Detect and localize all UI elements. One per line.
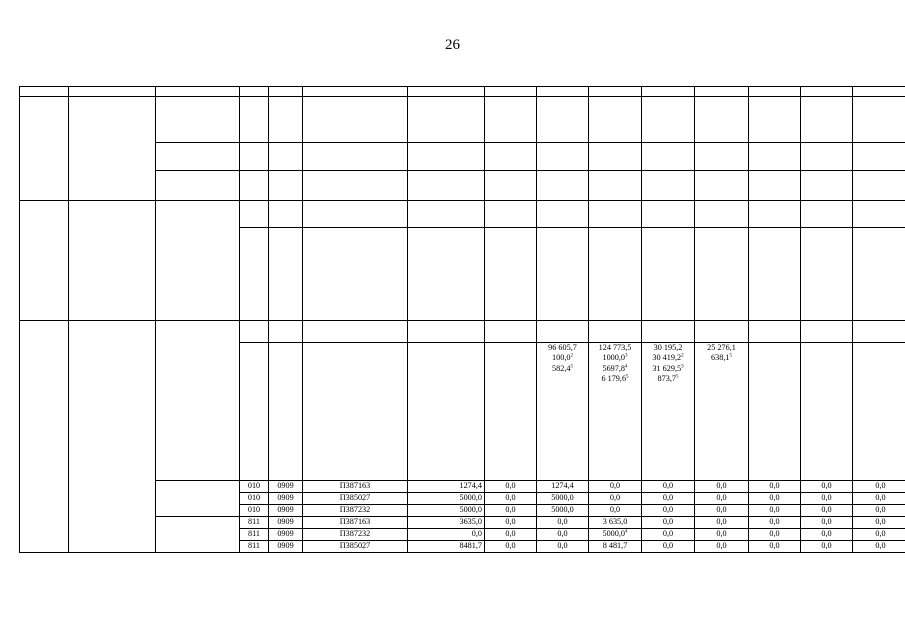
value: 811 (248, 541, 260, 550)
cell-col-5 (269, 481, 303, 493)
cell-col-15 (853, 493, 905, 505)
footnote-mark: 5 (675, 374, 679, 380)
value: 0909 (277, 505, 294, 514)
cell-col-9 (537, 505, 589, 517)
cell-col-10 (589, 493, 642, 505)
cell-col-10 (589, 97, 642, 143)
value: П385027 (339, 541, 371, 550)
footnote-mark: 3 (625, 353, 628, 359)
header-col-8 (485, 87, 537, 97)
cell-col-13 (749, 143, 801, 171)
cell-col-10 (589, 228, 642, 321)
cell-col-11 (642, 481, 695, 493)
value: 5000,0 (459, 493, 482, 502)
cell-col-8 (485, 529, 537, 541)
value: 0,0 (875, 505, 886, 514)
cell-col-8 (485, 201, 537, 228)
cell-col-12 (695, 541, 749, 553)
value: 0,0 (875, 481, 886, 490)
cell-col-14 (801, 228, 853, 321)
cell-col-4 (240, 517, 269, 529)
cell-col-9 (537, 321, 589, 343)
block-a-name (69, 97, 156, 201)
cell-col-12 (695, 321, 749, 343)
cell-col-12 (695, 143, 749, 171)
value: П387163 (339, 517, 371, 526)
value-line (539, 364, 586, 374)
value: 010 (247, 505, 261, 514)
header-col-1 (20, 87, 69, 97)
cell-col-7 (408, 97, 485, 143)
cell-col-15 (853, 343, 905, 481)
value: 0,0 (769, 481, 780, 490)
cell-col-12 (695, 517, 749, 529)
page-number: 26 (445, 37, 460, 53)
cell-col-12 (695, 481, 749, 493)
cell-col-6 (303, 321, 408, 343)
cell-col-13 (749, 541, 801, 553)
value: 0,0 (769, 493, 780, 502)
cell-col-8 (485, 505, 537, 517)
cell-col-9 (537, 171, 589, 201)
header-col-13 (749, 87, 801, 97)
value: П387163 (339, 481, 371, 490)
value: 0,0 (505, 541, 516, 550)
cell-col-12 (695, 343, 749, 481)
cell-col-14 (801, 321, 853, 343)
footnote-mark: 4 (625, 363, 628, 369)
cell-col-6 (303, 493, 408, 505)
cell-col-15 (853, 201, 905, 228)
cell-col-12 (695, 493, 749, 505)
value: 0,0 (821, 517, 832, 526)
org-cell (156, 201, 240, 321)
value: 5000,0 (459, 505, 482, 514)
cell-col-11 (642, 529, 695, 541)
value: 0,0 (557, 517, 568, 526)
value: 0,0 (557, 541, 568, 550)
cell-col-8 (485, 343, 537, 481)
value: 0909 (277, 517, 294, 526)
footnote-mark: 4 (625, 529, 628, 535)
cell-col-4 (240, 505, 269, 517)
cell-col-11 (642, 171, 695, 201)
cell-col-5 (269, 143, 303, 171)
value: 0,0 (716, 529, 727, 538)
cell-col-7 (408, 529, 485, 541)
value: 010 (247, 493, 261, 502)
header-col-3 (156, 87, 240, 97)
cell-col-6 (303, 517, 408, 529)
cell-col-11 (642, 493, 695, 505)
footnote-mark: 2 (570, 353, 573, 359)
value-line (644, 374, 692, 384)
cell-col-7 (408, 517, 485, 529)
value: 0,0 (716, 517, 727, 526)
cell-col-10 (589, 143, 642, 171)
header-col-9 (537, 87, 589, 97)
block-c-name (69, 321, 156, 553)
value: П387232 (339, 529, 371, 538)
value: 0,0 (821, 541, 832, 550)
cell-col-6 (303, 171, 408, 201)
value: 0,0 (821, 481, 832, 490)
value: 0,0 (471, 529, 482, 538)
cell-col-6 (303, 343, 408, 481)
header-col-5 (269, 87, 303, 97)
value: 0,0 (875, 517, 886, 526)
cell-col-6 (303, 97, 408, 143)
value: 638,1 (711, 353, 730, 363)
org-cell (156, 517, 240, 553)
value-line (591, 374, 639, 384)
cell-col-13 (749, 493, 801, 505)
value: 0,0 (769, 529, 780, 538)
cell-col-5 (269, 97, 303, 143)
footnote-mark: 3 (681, 363, 684, 369)
cell-col-8 (485, 171, 537, 201)
value: 0,0 (662, 517, 674, 526)
value: 0909 (277, 481, 294, 490)
org-cell (156, 97, 240, 143)
cell-col-5 (269, 201, 303, 228)
value: 5697,8 (602, 363, 625, 373)
header-col-14 (801, 87, 853, 97)
cell-col-13 (749, 321, 801, 343)
cell-col-4 (240, 201, 269, 228)
cell-col-6 (303, 505, 408, 517)
cell-col-8 (485, 228, 537, 321)
cell-col-6 (303, 201, 408, 228)
cell-col-9 (537, 201, 589, 228)
cell-col-10 (589, 541, 642, 553)
value: 6 179,6 (601, 373, 627, 383)
value: 0,0 (716, 505, 727, 514)
cell-col-10 (589, 481, 642, 493)
cell-col-4 (240, 481, 269, 493)
cell-col-12 (695, 97, 749, 143)
header-col-2 (69, 87, 156, 97)
value: 0,0 (662, 529, 674, 538)
value-line (697, 353, 746, 363)
block-a-label (20, 97, 69, 201)
cell-col-13 (749, 481, 801, 493)
value: П385027 (339, 493, 371, 502)
cell-col-12 (695, 228, 749, 321)
cell-col-4 (240, 321, 269, 343)
cell-col-13 (749, 171, 801, 201)
cell-col-11 (642, 201, 695, 228)
value: 0,0 (609, 493, 621, 502)
cell-col-11 (642, 143, 695, 171)
cell-col-6 (303, 143, 408, 171)
cell-col-10 (589, 517, 642, 529)
cell-col-10 (589, 505, 642, 517)
value: 0,0 (769, 505, 780, 514)
cell-col-15 (853, 143, 905, 171)
value: 8481,7 (459, 541, 482, 550)
cell-col-14 (801, 97, 853, 143)
budget-table (19, 86, 905, 553)
cell-col-10 (589, 321, 642, 343)
cell-col-7 (408, 321, 485, 343)
value: 8 481,7 (602, 541, 628, 550)
header-col-4 (240, 87, 269, 97)
cell-col-8 (485, 143, 537, 171)
cell-col-7 (408, 505, 485, 517)
value: 3635,0 (459, 517, 482, 526)
footnote-mark: 5 (570, 363, 573, 369)
value: 1274,4 (551, 481, 574, 490)
block-b-name (69, 201, 156, 321)
value: 124 773,5 (598, 343, 632, 352)
value: 0,0 (821, 493, 832, 502)
cell-col-9 (537, 481, 589, 493)
footnote-mark: 5 (626, 374, 629, 380)
value: 0,0 (716, 493, 727, 502)
cell-col-13 (749, 201, 801, 228)
value: 811 (248, 529, 260, 538)
value-line (644, 353, 692, 363)
header-col-10 (589, 87, 642, 97)
org-cell (156, 143, 240, 171)
value: 5000,0 (602, 529, 625, 538)
value: 0,0 (609, 481, 621, 490)
cell-col-9 (537, 493, 589, 505)
cell-col-12 (695, 529, 749, 541)
table-row (20, 321, 905, 343)
cell-col-7 (408, 493, 485, 505)
footnote-mark: 2 (681, 353, 684, 359)
cell-col-8 (485, 481, 537, 493)
cell-col-9 (537, 541, 589, 553)
value: 25 276,1 (707, 343, 736, 352)
value: 0,0 (769, 541, 780, 550)
header-col-7 (408, 87, 485, 97)
cell-col-6 (303, 541, 408, 553)
cell-col-11 (642, 505, 695, 517)
cell-col-9 (537, 529, 589, 541)
org-cell (156, 481, 240, 517)
value: 811 (248, 517, 260, 526)
value: 30 419,2 (652, 353, 682, 363)
cell-col-8 (485, 517, 537, 529)
cell-col-14 (801, 541, 853, 553)
cell-col-9 (537, 228, 589, 321)
value: 31 629,5 (652, 363, 682, 373)
cell-col-14 (801, 143, 853, 171)
value: 0,0 (505, 505, 516, 514)
cell-col-7 (408, 343, 485, 481)
cell-col-10 (589, 171, 642, 201)
cell-col-15 (853, 171, 905, 201)
value: 582,4 (552, 363, 571, 373)
value-line (644, 364, 692, 374)
cell-col-15 (853, 228, 905, 321)
cell-col-14 (801, 171, 853, 201)
cell-col-13 (749, 517, 801, 529)
cell-col-4 (240, 493, 269, 505)
value: 30 195,2 (653, 343, 683, 352)
cell-col-4 (240, 97, 269, 143)
value: 1000,0 (602, 353, 625, 363)
value: 0,0 (505, 493, 516, 502)
cell-col-13 (749, 97, 801, 143)
cell-col-13 (749, 343, 801, 481)
cell-col-7 (408, 201, 485, 228)
value: 0,0 (821, 505, 832, 514)
cell-col-5 (269, 343, 303, 481)
cell-col-12 (695, 201, 749, 228)
value: 100,0 (552, 353, 571, 363)
cell-col-10 (589, 529, 642, 541)
value: 010 (247, 481, 261, 490)
cell-col-10 (589, 201, 642, 228)
cell-col-15 (853, 481, 905, 493)
cell-col-14 (801, 517, 853, 529)
value: 0909 (277, 493, 294, 502)
cell-col-14 (801, 481, 853, 493)
value-line (644, 343, 692, 353)
cell-col-6 (303, 529, 408, 541)
value: 0,0 (875, 541, 886, 550)
cell-col-6 (303, 228, 408, 321)
value: 96 605,7 (548, 343, 577, 352)
cell-col-11 (642, 321, 695, 343)
value: 0,0 (557, 529, 568, 538)
footnote-mark: 5 (729, 353, 732, 359)
cell-col-6 (303, 481, 408, 493)
cell-col-14 (801, 529, 853, 541)
cell-col-15 (853, 321, 905, 343)
value: 0,0 (716, 481, 727, 490)
value: 0,0 (662, 493, 674, 502)
cell-col-9 (537, 97, 589, 143)
value-line (591, 364, 639, 374)
cell-col-15 (853, 541, 905, 553)
cell-col-5 (269, 228, 303, 321)
value-line (591, 343, 639, 353)
cell-col-4 (240, 171, 269, 201)
cell-col-9 (537, 343, 589, 481)
value: 1274,4 (459, 481, 482, 490)
value: 0,0 (716, 541, 727, 550)
header-col-11 (642, 87, 695, 97)
cell-col-4 (240, 143, 269, 171)
cell-col-4 (240, 541, 269, 553)
value: 0,0 (505, 517, 516, 526)
value-line (539, 353, 586, 363)
cell-col-4 (240, 228, 269, 321)
value: 0,0 (875, 493, 886, 502)
value: П387232 (339, 505, 371, 514)
cell-col-8 (485, 97, 537, 143)
cell-col-11 (642, 541, 695, 553)
cell-col-11 (642, 97, 695, 143)
cell-col-14 (801, 343, 853, 481)
cell-col-5 (269, 517, 303, 529)
cell-col-5 (269, 321, 303, 343)
cell-col-8 (485, 321, 537, 343)
value-line (697, 343, 746, 353)
value: 3 635,0 (602, 517, 628, 526)
cell-col-7 (408, 143, 485, 171)
cell-col-11 (642, 517, 695, 529)
value: 873,7 (657, 373, 676, 383)
cell-col-5 (269, 171, 303, 201)
cell-col-13 (749, 529, 801, 541)
value: 5000,0 (551, 505, 574, 514)
value: 0,0 (662, 481, 674, 490)
cell-col-12 (695, 505, 749, 517)
cell-col-13 (749, 228, 801, 321)
value: 0,0 (505, 481, 516, 490)
value: 0909 (277, 541, 294, 550)
cell-col-13 (749, 505, 801, 517)
cell-col-11 (642, 228, 695, 321)
header-col-6 (303, 87, 408, 97)
cell-col-5 (269, 529, 303, 541)
cell-col-7 (408, 171, 485, 201)
cell-col-14 (801, 493, 853, 505)
cell-col-14 (801, 201, 853, 228)
value: 0,0 (769, 517, 780, 526)
block-b-label (20, 201, 69, 321)
cell-col-5 (269, 541, 303, 553)
value: 0909 (277, 529, 294, 538)
header-row (20, 87, 905, 97)
value: 0,0 (662, 505, 674, 514)
cell-col-5 (269, 505, 303, 517)
cell-col-15 (853, 517, 905, 529)
table-row (20, 97, 905, 143)
cell-col-12 (695, 171, 749, 201)
org-cell (156, 321, 240, 481)
cell-col-7 (408, 228, 485, 321)
cell-col-5 (269, 493, 303, 505)
cell-col-7 (408, 481, 485, 493)
value-line (591, 353, 639, 363)
cell-col-9 (537, 517, 589, 529)
org-cell (156, 171, 240, 201)
block-c-label (20, 321, 69, 553)
cell-col-15 (853, 505, 905, 517)
cell-col-9 (537, 143, 589, 171)
cell-col-8 (485, 493, 537, 505)
value-line (539, 343, 586, 353)
cell-col-8 (485, 541, 537, 553)
cell-col-7 (408, 541, 485, 553)
value: 0,0 (875, 529, 886, 538)
cell-col-15 (853, 97, 905, 143)
value: 0,0 (821, 529, 832, 538)
value: 5000,0 (551, 493, 574, 502)
cell-col-14 (801, 505, 853, 517)
cell-col-15 (853, 529, 905, 541)
value: 0,0 (662, 541, 674, 550)
value: 0,0 (505, 529, 516, 538)
cell-col-4 (240, 343, 269, 481)
table-row (20, 201, 905, 228)
header-col-12 (695, 87, 749, 97)
cell-col-11 (642, 343, 695, 481)
cell-col-4 (240, 529, 269, 541)
value: 0,0 (609, 505, 621, 514)
cell-col-10 (589, 343, 642, 481)
header-col-15 (853, 87, 905, 97)
